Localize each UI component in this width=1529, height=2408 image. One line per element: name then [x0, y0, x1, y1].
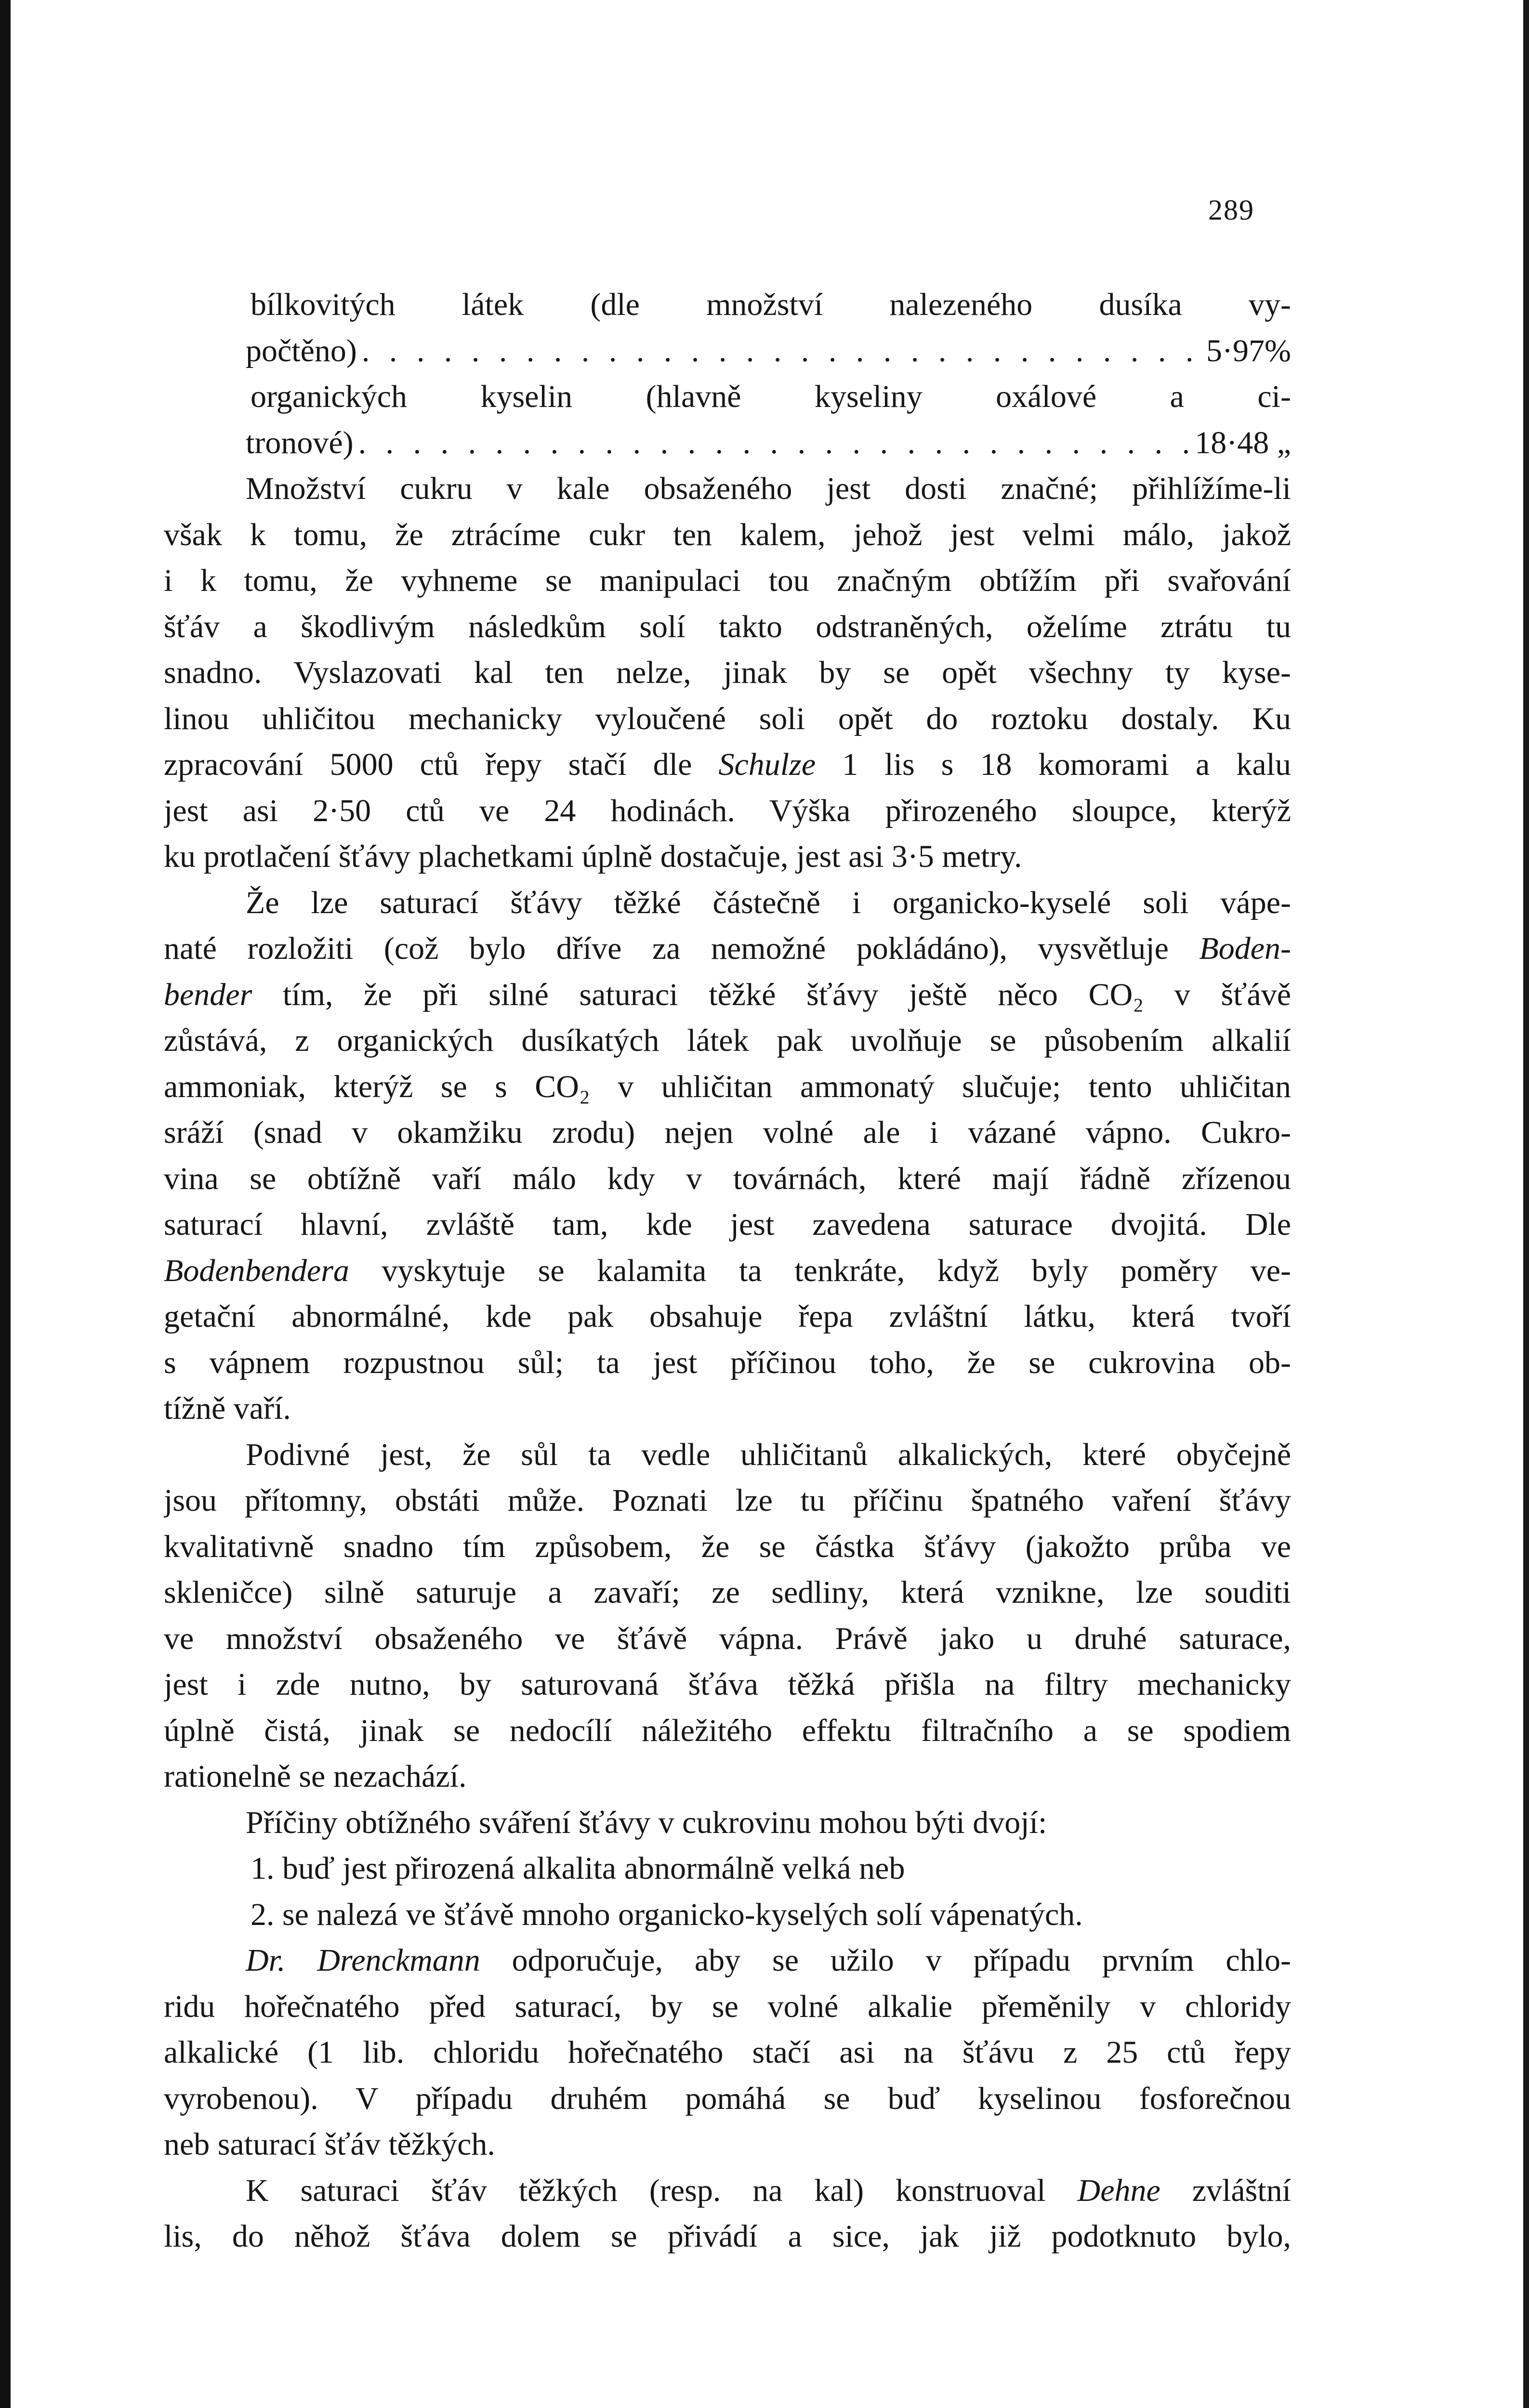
author-name: Dr. Drenckmann — [246, 1943, 480, 1978]
text-span: odporučuje, aby se užilo v případu prvním chlo- — [480, 1943, 1291, 1978]
text-line: jest i zde nutno, by saturovaná šťáva těžká přišla na filtry mechanicky — [164, 1667, 1291, 1702]
text-span: tím, že při silné saturaci těžké šťávy ještě něco CO₂ v šťávě — [252, 977, 1291, 1012]
text-line: vina se obtížně vaří málo kdy v továrnách, které mají řádně zřízenou — [164, 1161, 1291, 1196]
scan-border-right — [1523, 0, 1529, 2408]
text-line: úplně čistá, jinak se nedocílí náležitého effektu filtračního a se spodiem — [164, 1713, 1291, 1748]
text-line: linou uhličitou mechanicky vyloučené soli opět do roztoku dostaly. Ku — [164, 701, 1291, 736]
text-line: sráží (snad v okamžiku zrodu) nejen volné ale i vázané vápno. Cukro- — [164, 1115, 1291, 1150]
text-span: zvláštní — [1160, 2172, 1291, 2208]
scan-border-left — [0, 0, 11, 2408]
text-line: šťáv a škodlivým následkům solí takto odstraněných, oželíme ztrátu tu — [164, 609, 1291, 644]
composition-label: počtěno) — [246, 333, 357, 368]
composition-value: 18·48 „ — [1195, 425, 1291, 460]
author-name: bender — [164, 977, 252, 1012]
composition-value: 5·97% — [1206, 333, 1291, 368]
paragraph-start — [164, 1937, 1291, 1984]
author-name: Schulze — [718, 747, 816, 782]
paragraph-start: Že lze saturací šťávy těžké částečně i organicko-kyselé soli vápe- — [246, 885, 1291, 920]
author-name: Bodenbendera — [164, 1253, 349, 1288]
text-line: jsou přítomny, obstáti může. Poznati lze tu příčinu špatného vaření šťávy — [164, 1483, 1291, 1518]
text-span: naté rozložiti (což bylo dříve za nemožné pokládáno), vysvětluje — [164, 931, 1199, 966]
text-line: ve množství obsaženého ve šťávě vápna. Právě jako u druhé saturace, — [164, 1621, 1291, 1656]
composition-row — [164, 328, 1291, 374]
paragraph-start: Množství cukru v kale obsaženého jest dosti značné; přihlížíme-li — [246, 471, 1291, 506]
text-line: však k tomu, že ztrácíme cukr ten kalem, jehož jest velmi málo, jakož — [164, 517, 1291, 552]
text-line — [164, 926, 1291, 972]
page-number: 289 — [1208, 194, 1254, 226]
text-line: jest asi 2·50 ctů ve 24 hodinách. Výška přirozeného sloupce, kterýž — [164, 793, 1291, 828]
composition-row — [164, 420, 1291, 466]
text-line — [164, 972, 1291, 1018]
text-line: i k tomu, že vyhneme se manipulaci tou značným obtížím při svařování — [164, 563, 1291, 598]
paragraph-start: Podivné jest, že sůl ta vedle uhličitanů alkalických, které obyčejně — [246, 1437, 1291, 1472]
body-text — [164, 282, 1291, 2260]
text-line: getační abnormálné, kde pak obsahuje řepa zvláštní látku, která tvoří — [164, 1299, 1291, 1334]
text-line: tížně vaří. — [164, 1391, 291, 1426]
text-line: ridu hořečnatého před saturací, by se volné alkalie přeměnily v chloridy — [164, 1989, 1291, 2024]
text-line: rationelně se nezachází. — [164, 1759, 467, 1794]
text-line: alkalické (1 lib. chloridu hořečnatého stačí asi na šťávu z 25 ctů řepy — [164, 2035, 1291, 2070]
text-line: lis, do něhož šťáva dolem se přivádí a sice, jak již podotknuto bylo, — [164, 2219, 1291, 2254]
text-line: s vápnem rozpustnou sůl; ta jest příčinou toho, že se cukrovina ob- — [164, 1345, 1291, 1380]
text-line: vyrobenou). V případu druhém pomáhá se buď kyselinou fosforečnou — [164, 2081, 1291, 2116]
author-name: Dehne — [1077, 2172, 1160, 2208]
author-name: Boden- — [1199, 931, 1291, 966]
text-line: kvalitativně snadno tím způsobem, že se částka šťávy (jakožto průba ve — [164, 1529, 1291, 1564]
text-line: snadno. Vyslazovati kal ten nelze, jinak by se opět všechny ty kyse- — [164, 655, 1291, 690]
text-span: 1 lis s 18 komorami a kalu — [816, 747, 1291, 782]
paragraph-start — [164, 2168, 1291, 2214]
text-line — [164, 742, 1291, 788]
text-line: ku protlačení šťávy plachetkami úplně dostačuje, jest asi 3·5 metry. — [164, 839, 1022, 874]
composition-label: tronové) — [246, 425, 354, 460]
text-span: K saturaci šťáv těžkých (resp. na kal) konstruoval — [246, 2172, 1078, 2208]
text-line: zůstává, z organických dusíkatých látek pak uvolňuje se působením alkalií — [164, 1023, 1291, 1058]
text-span: vyskytuje se kalamita ta tenkráte, když byly poměry ve- — [349, 1253, 1291, 1288]
dot-leader — [357, 328, 1206, 374]
paragraph-start: Příčiny obtížného sváření šťávy v cukrovinu mohou býti dvojí: — [246, 1805, 1047, 1840]
text-line — [164, 1248, 1291, 1294]
text-line: organických kyselin (hlavně kyseliny oxálové a ci- — [250, 379, 1291, 414]
text-line: skleničce) silně saturuje a zavaří; ze sedliny, která vznikne, lze souditi — [164, 1575, 1291, 1610]
dot-leader — [354, 420, 1195, 466]
text-line: ammoniak, kterýž se s CO₂ v uhličitan ammonatý slučuje; tento uhličitan — [164, 1069, 1291, 1104]
list-item: 2. se nalezá ve šťávě mnoho organicko-kyselých solí vápenatých. — [250, 1897, 1083, 1932]
list-item: 1. buď jest přirozená alkalita abnormálně velká neb — [250, 1851, 905, 1886]
text-line: bílkovitých látek (dle množství nalezeného dusíka vy- — [250, 287, 1291, 322]
text-line: saturací hlavní, zvláště tam, kde jest zavedena saturace dvojitá. Dle — [164, 1207, 1291, 1242]
text-span: zpracování 5000 ctů řepy stačí dle — [164, 747, 719, 782]
text-line: neb saturací šťáv těžkých. — [164, 2127, 495, 2162]
